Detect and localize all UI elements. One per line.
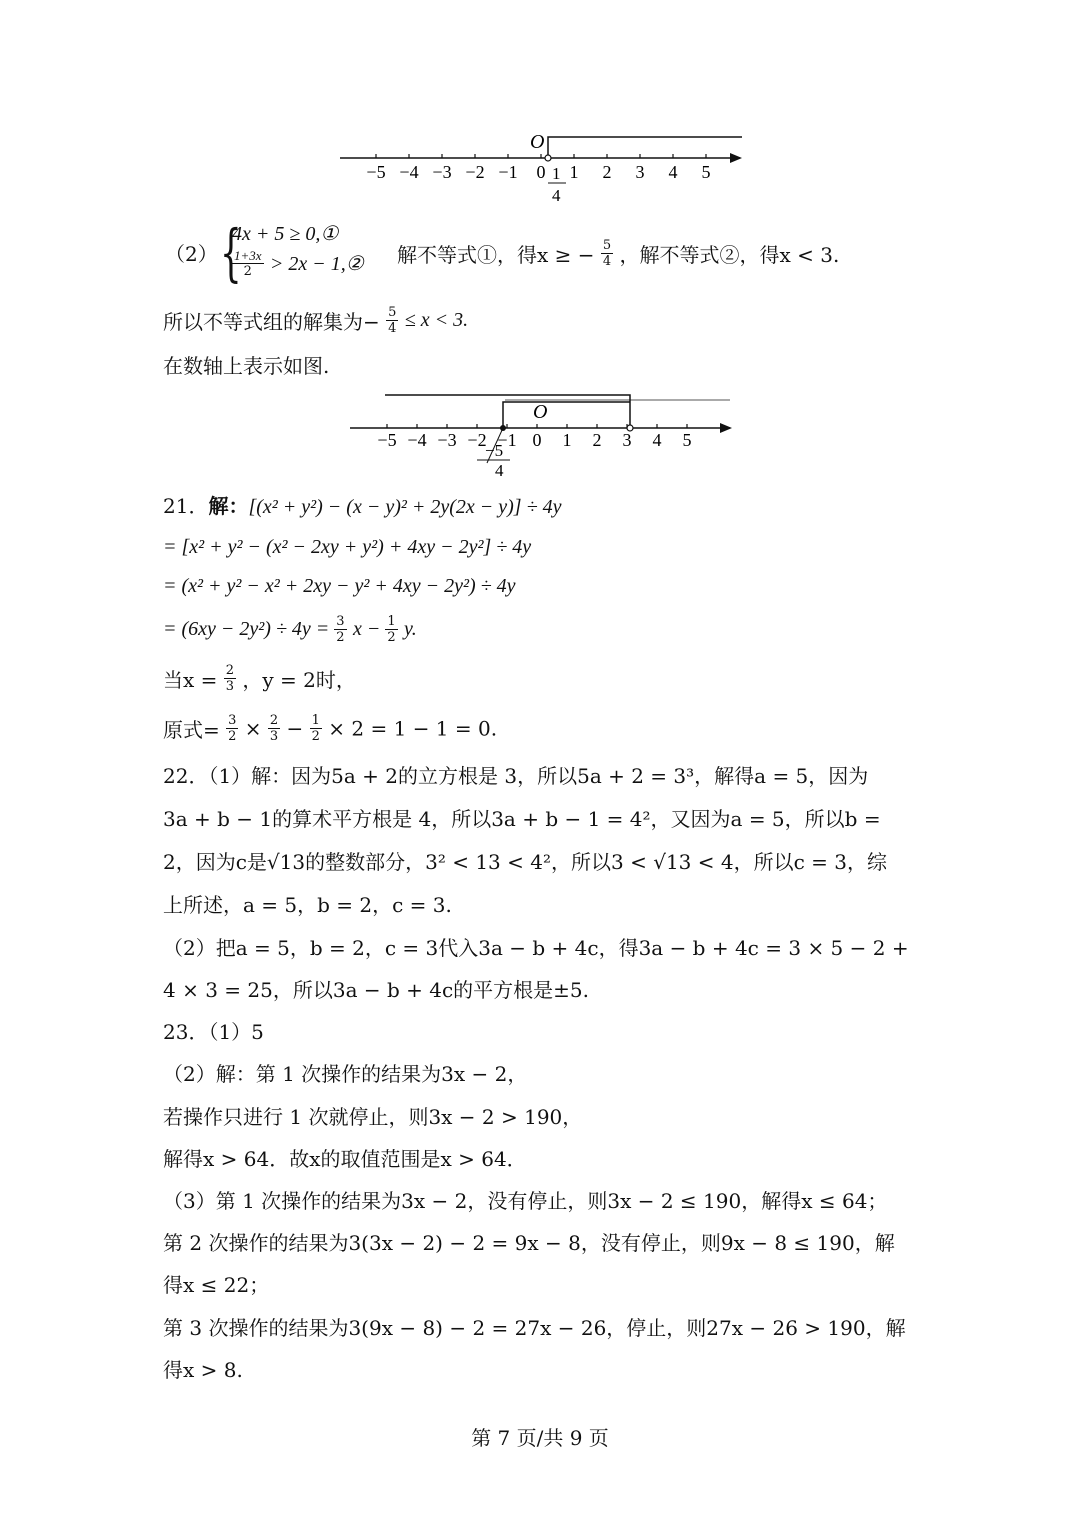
solve-num: 5 bbox=[602, 238, 612, 253]
res-a: 原式= bbox=[163, 718, 220, 742]
ineq-1: 4x + 5 ≥ 0,① bbox=[232, 223, 339, 245]
tick-label: 4 bbox=[652, 430, 662, 450]
tick-label: −4 bbox=[407, 430, 427, 450]
number-line-2 bbox=[345, 385, 745, 480]
res-end: × 2 = 1 − 1 = 0. bbox=[328, 716, 498, 741]
solve-label: 解： bbox=[208, 494, 249, 518]
q21-line-3: = (x² + y² − x² + 2xy − y² + 4xy − 2y²) ÷ 4y bbox=[163, 575, 516, 597]
solve-den: 4 bbox=[602, 254, 612, 269]
tick-label: −1 bbox=[497, 430, 517, 450]
l4-mid: x − bbox=[352, 618, 386, 640]
q22-line-1: 22．（1）解：因为5a + 2的立方根是 3，所以5a + 2 = 3³，解得a = 5，因为 bbox=[163, 764, 869, 788]
q21-line-1 bbox=[163, 492, 561, 521]
ineq2-rest: > 2x − 1,② bbox=[269, 253, 364, 275]
tick-label: −3 bbox=[437, 430, 457, 450]
set-num: 5 bbox=[388, 305, 397, 320]
set-b: ≤ x < 3. bbox=[404, 309, 469, 331]
f: 2 bbox=[311, 729, 320, 744]
l4-end: y. bbox=[403, 618, 417, 640]
origin-label: O bbox=[530, 131, 545, 153]
numberline-note: 在数轴上表示如图. bbox=[163, 354, 330, 378]
tick-label: 5 bbox=[701, 162, 711, 182]
tick-label: −1 bbox=[498, 162, 518, 182]
f: 3 bbox=[336, 614, 345, 629]
q22-line-3: 2，因为c是√13的整数部分，3² < 13 < 4²，所以3 < √13 < 4，所以c = 3，综 bbox=[163, 850, 887, 874]
f: 1 bbox=[311, 713, 320, 728]
cond-a: 当x = bbox=[163, 668, 224, 692]
q21-line-2: = [x² + y² − (x² − 2xy + y²) + 4xy − 2y²] ÷ 4y bbox=[163, 536, 532, 558]
q22-line-5: （2）把a = 5，b = 2，c = 3代入3a − b + 4c，得3a − b + 4c = 3 × 5 − 2 + bbox=[163, 936, 909, 960]
q23-line-2: （2）解：第 1 次操作的结果为3x − 2， bbox=[163, 1062, 528, 1086]
q23-line-8: 第 3 次操作的结果为3(9x − 8) − 2 = 27x − 26，停止，则27x − 26 > 190，解 bbox=[163, 1316, 906, 1340]
tick-label: 5 bbox=[682, 430, 692, 450]
q23-line-7: 得x ≤ 22； bbox=[163, 1273, 270, 1297]
tick-label: 2 bbox=[592, 430, 602, 450]
q22-line-2: 3a + b − 1的算术平方根是 4，所以3a + b − 1 = 4²，又因为a = 5，所以b = bbox=[163, 807, 881, 831]
number-line-1 bbox=[330, 125, 760, 210]
cond-b: ，y = 2时， bbox=[242, 668, 356, 692]
q22-line-6: 4 × 3 = 25，所以3a − b + 4c的平方根是±5. bbox=[163, 978, 590, 1002]
ineq2-den: 2 bbox=[243, 264, 252, 279]
frac-den: 4 bbox=[552, 186, 561, 205]
f: 2 bbox=[225, 663, 235, 678]
origin-label: O bbox=[533, 401, 548, 423]
q23-line-9: 得x > 8. bbox=[163, 1358, 243, 1382]
tick-label: 3 bbox=[622, 430, 632, 450]
tick-label: −5 bbox=[377, 430, 397, 450]
q21-line-4 bbox=[163, 614, 417, 645]
q20-2-solution bbox=[397, 238, 839, 269]
f: 3 bbox=[269, 729, 279, 744]
f: 3 bbox=[225, 679, 235, 694]
q20-2-label: （2） bbox=[165, 242, 218, 266]
f: 3 bbox=[228, 713, 237, 728]
ineq-2 bbox=[232, 248, 364, 279]
set-den: 4 bbox=[388, 321, 397, 336]
set-a: 所以不等式组的解集为− bbox=[163, 310, 380, 334]
tick-label: −5 bbox=[366, 162, 386, 182]
frac-num: 1 bbox=[552, 164, 561, 183]
tick-label: 0 bbox=[536, 162, 546, 182]
solve-a: 解不等式①，得x ≥ − bbox=[397, 243, 595, 267]
tick-label: 3 bbox=[635, 162, 645, 182]
tick-label: 2 bbox=[602, 162, 612, 182]
solve-b: ，解不等式②，得x < 3. bbox=[619, 243, 840, 267]
ineq2-num: 1+3x bbox=[234, 248, 262, 263]
f: 2 bbox=[228, 729, 237, 744]
page-footer: 第 7 页/共 9 页 bbox=[471, 1426, 609, 1450]
tick-label: 1 bbox=[569, 162, 579, 182]
f: 2 bbox=[387, 630, 396, 645]
l4-a: = (6xy − 2y²) ÷ 4y = bbox=[163, 618, 335, 640]
tick-label: 1 bbox=[562, 430, 572, 450]
q22-line-4: 上所述，a = 5，b = 2，c = 3. bbox=[163, 893, 452, 917]
q23-line-4: 解得x > 64．故x的取值范围是x > 64． bbox=[163, 1147, 527, 1171]
res-x: × bbox=[244, 716, 268, 741]
q21-number: 21． bbox=[163, 494, 209, 518]
tick-label: 4 bbox=[668, 162, 678, 182]
q23-line-3: 若操作只进行 1 次就停止，则3x − 2 > 190， bbox=[163, 1105, 583, 1129]
q23-line-1: 23．（1）5 bbox=[163, 1020, 264, 1044]
tick-label: −2 bbox=[467, 430, 487, 450]
q23-line-5: （3）第 1 次操作的结果为3x − 2，没有停止，则3x − 2 ≤ 190，解得x ≤ 64； bbox=[163, 1189, 888, 1213]
f: 2 bbox=[269, 713, 279, 728]
res-m: − bbox=[286, 716, 310, 741]
tick-label: −3 bbox=[432, 162, 452, 182]
q21-expr: [(x² + y²) − (x − y)² + 2y(2x − y)] ÷ 4y bbox=[248, 496, 562, 518]
frac-den: 4 bbox=[495, 461, 504, 480]
q23-line-6: 第 2 次操作的结果为3(3x − 2) − 2 = 9x − 8，没有停止，则9x − 8 ≤ 190，解 bbox=[163, 1231, 895, 1255]
solution-set-line bbox=[163, 305, 468, 336]
tick-label: 0 bbox=[532, 430, 542, 450]
tick-label: −4 bbox=[399, 162, 419, 182]
q21-condition bbox=[163, 663, 356, 694]
tick-label: −2 bbox=[465, 162, 485, 182]
f: 1 bbox=[387, 614, 396, 629]
system-brace: { bbox=[220, 216, 242, 289]
q21-result bbox=[163, 713, 497, 744]
f: 2 bbox=[336, 630, 345, 645]
frac-num: −5 bbox=[485, 441, 504, 460]
